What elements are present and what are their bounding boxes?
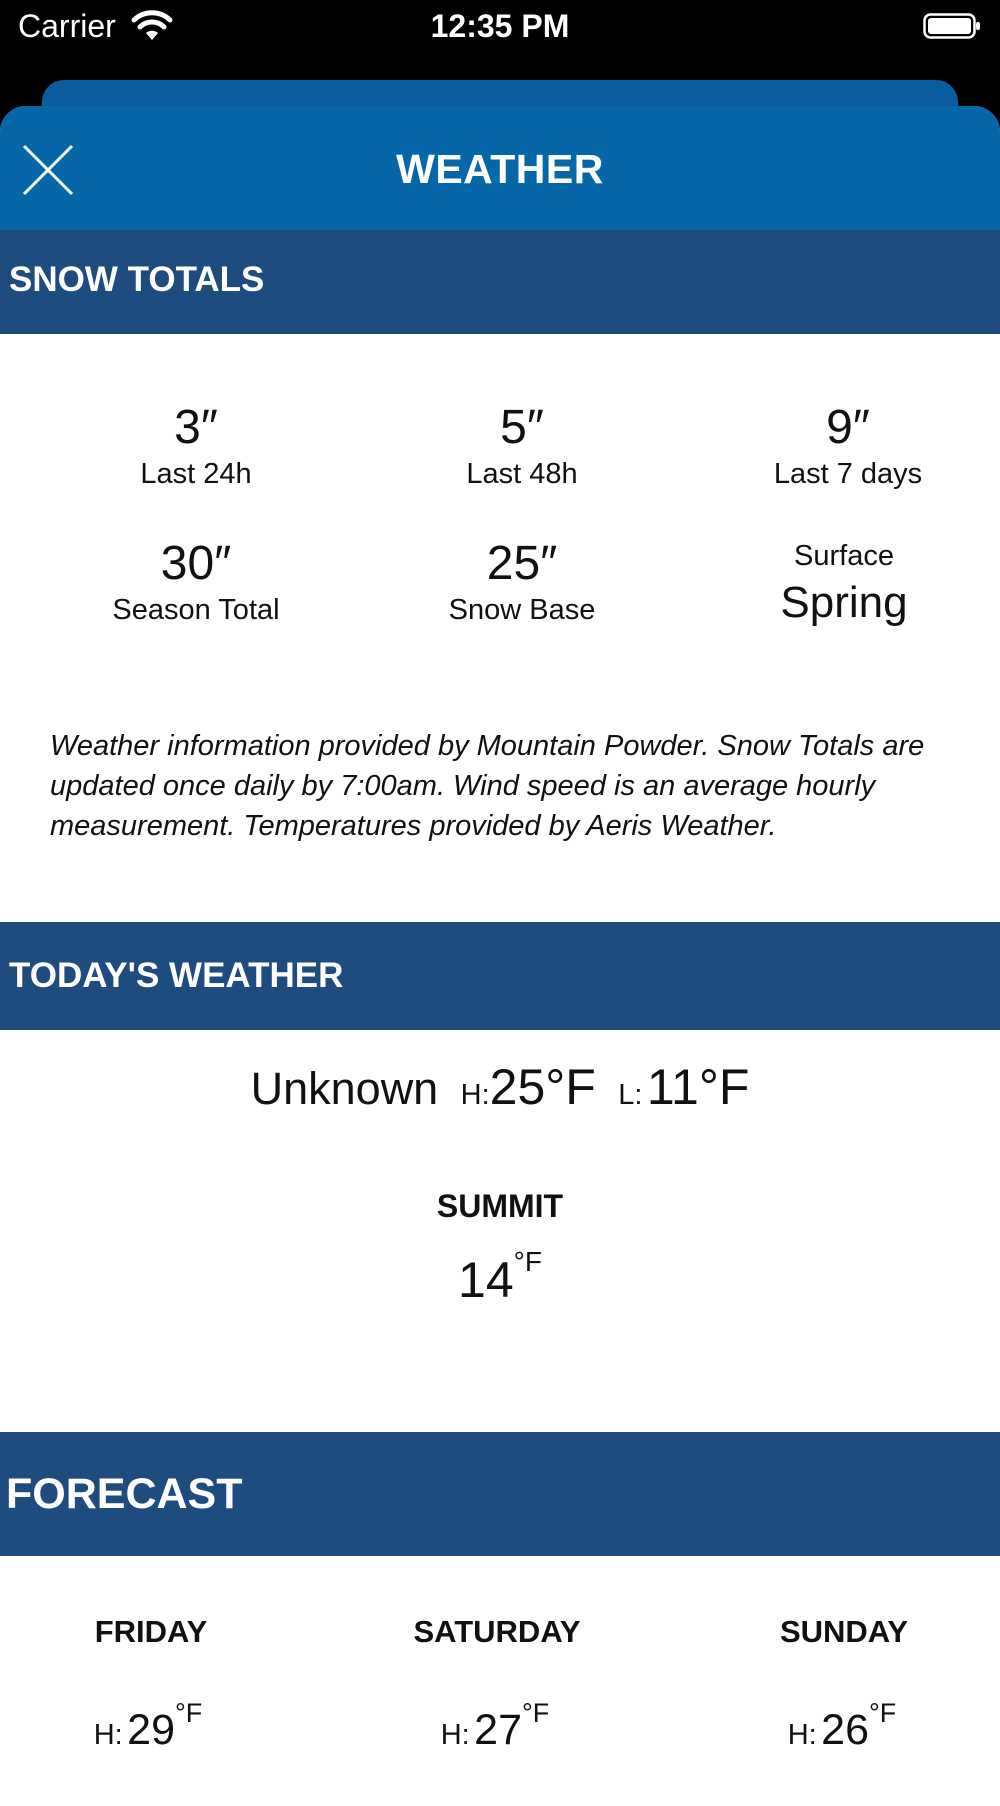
stat-surface: Surface Spring: [780, 540, 908, 627]
nav-bar: [0, 106, 1000, 230]
forecast-day-sunday: SUNDAY: [779, 1614, 909, 1649]
stat-season-total: 30″ Season Total: [112, 537, 280, 626]
forecast-day-friday: FRIDAY: [94, 1614, 208, 1649]
stat-last-7-days: 9″ Last 7 days: [773, 401, 923, 490]
summit-label: SUMMIT: [436, 1188, 564, 1224]
forecast-high-sunday: H: 26°F: [787, 1698, 897, 1754]
weather-sheet: [0, 106, 1000, 1806]
condition-text: Unknown: [250, 1063, 439, 1114]
forecast-high-friday: H: 29°F: [93, 1698, 203, 1754]
stat-snow-base: 25″ Snow Base: [448, 537, 596, 626]
stat-last-24h: 3″ Last 24h: [140, 401, 252, 490]
page-title: WEATHER: [396, 146, 604, 192]
today-high: 25°F: [489, 1059, 596, 1115]
clock: 12:35 PM: [430, 8, 570, 44]
battery-icon: [923, 13, 981, 39]
stat-last-48h: 5″ Last 48h: [466, 401, 578, 490]
snow-totals-header: SNOW TOTALS: [0, 230, 1000, 334]
high-label: H:: [460, 1079, 490, 1111]
weather-disclaimer: Weather information provided by Mountain Powder. Snow Totals are updated once daily by 7:00am. Wind speed is an average hourly measurement. Temperatures provided by Aeris Weather.: [50, 730, 925, 842]
low-label: L:: [618, 1079, 643, 1111]
today-low: 11°F: [646, 1059, 750, 1115]
todays-weather-header: TODAY'S WEATHER: [0, 922, 1000, 1030]
today-conditions: [0, 1058, 1000, 1116]
carrier-label: Carrier: [18, 8, 116, 44]
forecast-header: FORECAST: [0, 1432, 1000, 1556]
forecast-day-saturday: SATURDAY: [413, 1614, 581, 1649]
summit-temperature: 14°F: [458, 1246, 542, 1308]
forecast-high-saturday: H: 27°F: [440, 1698, 550, 1754]
status-bar: [0, 0, 1000, 58]
